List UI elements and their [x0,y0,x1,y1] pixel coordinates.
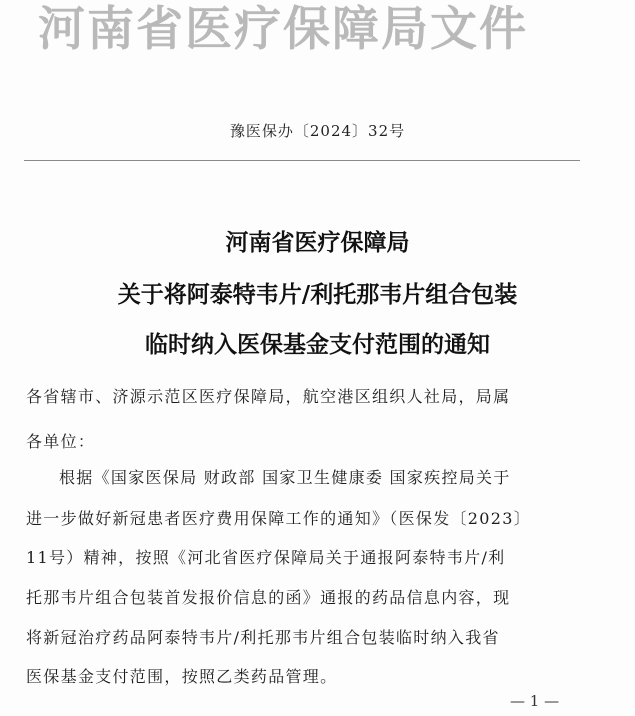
body-line-2: 各单位： [26,432,96,451]
document-header-title: 河南省医疗保障局文件 [38,2,528,57]
body-line-1: 各省辖市、济源示范区医疗保障局，航空港区组织人社局，局属 [26,387,511,406]
body-line-3: 根据《国家医保局 财政部 国家卫生健康委 国家疾控局关于 [59,468,511,487]
body-line-7: 将新冠治疗药品阿泰特韦片/利托那韦片组合包装临时纳入我省 [26,628,500,647]
header-divider [24,160,580,161]
page-number: — 1 — [510,692,560,710]
notice-title-line-3: 临时纳入医保基金支付范围的通知 [145,332,490,358]
body-line-8: 医保基金支付范围，按照乙类药品管理。 [26,667,338,686]
notice-title-line-2: 关于将阿泰特韦片/利托那韦片组合包装 [117,282,518,308]
body-line-5: 11号）精神，按照《河北省医疗保障局关于通报阿泰特韦片/利 [26,548,506,567]
document-number: 豫医保办〔2024〕32号 [229,122,406,140]
body-line-6: 托那韦片组合包装首发报价信息的函》通报的药品信息内容，现 [26,588,511,607]
body-line-4: 进一步做好新冠患者医疗费用保障工作的通知》（医保发〔2023〕 [26,509,532,528]
notice-title-line-1: 河南省医疗保障局 [225,230,410,256]
